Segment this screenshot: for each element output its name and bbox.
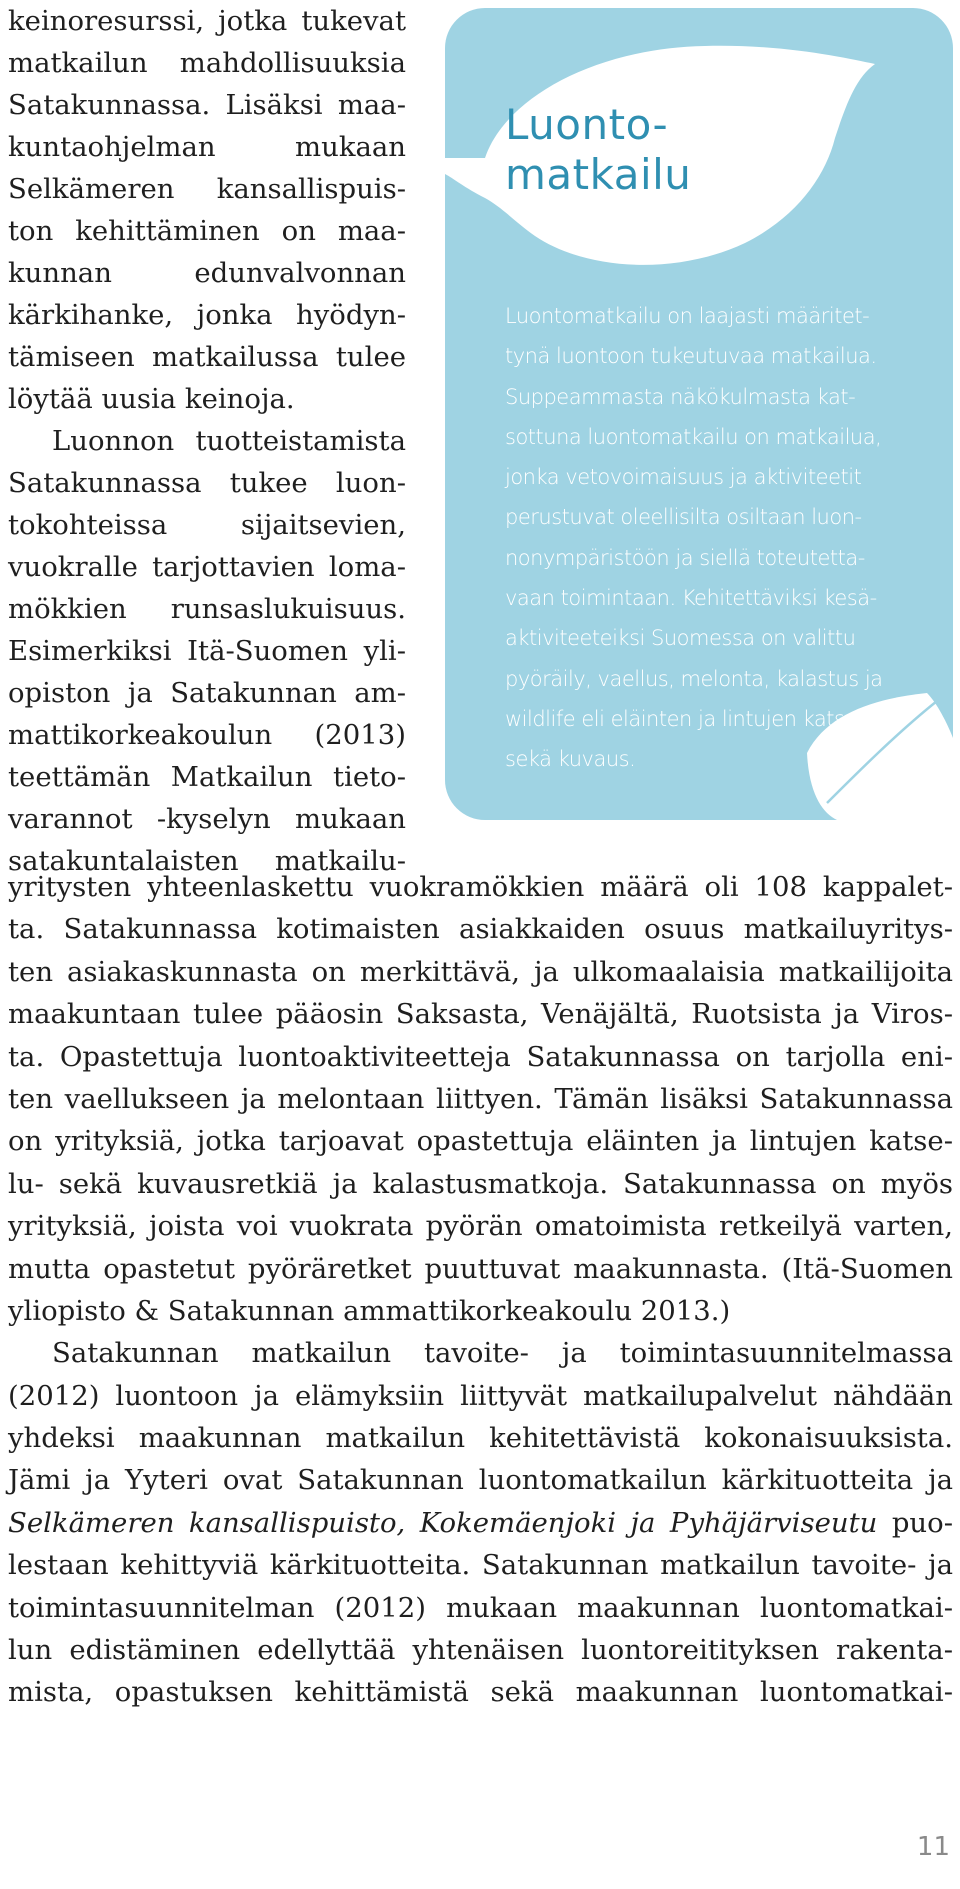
text-line: matkailun mahdollisuuksia xyxy=(8,47,406,79)
text-line: on yrityksiä, jotka tarjoavat opastettuja eläinten ja lintujen katse- xyxy=(8,1125,953,1158)
box-line: jonka vetovoimaisuus ja aktiviteetit xyxy=(505,465,862,490)
box-title-line2: matkailu xyxy=(505,150,692,199)
text-line: lun edistäminen edellyttää yhtenäisen luontoreitityksen rakenta- xyxy=(8,1634,953,1667)
text-line: ten asiakaskunnasta on merkittävä, ja ulkomaalaisia matkailijoita xyxy=(8,955,953,988)
text-line: opiston ja Satakunnan am- xyxy=(8,677,406,709)
text-line: tokohteissa sijaitsevien, xyxy=(8,509,406,541)
box-line: vaan toimintaan. Kehitettäviksi kesä- xyxy=(505,586,877,611)
box-text xyxy=(505,296,925,780)
text-line: keinoresurssi, jotka tukevat xyxy=(8,5,406,37)
box-line: pyöräily, vaellus, melonta, kalastus ja xyxy=(505,666,883,691)
text-line: (2012) luontoon ja elämyksiin liittyvät matkailupalvelut nähdään xyxy=(8,1379,953,1412)
text-line: Jämi ja Yyteri ovat Satakunnan luontomatkailun kärkituotteita ja xyxy=(8,1464,953,1497)
box-line: aktiviteeteiksi Suomessa on valittu xyxy=(505,626,856,651)
page-number: 11 xyxy=(916,1832,950,1862)
text-line: teettämän Matkailun tieto- xyxy=(8,761,406,793)
info-box xyxy=(445,8,953,820)
text-line: ta. Satakunnassa kotimaisten asiakkaiden osuus matkailuyritys- xyxy=(8,913,953,946)
text-line: kunnan edunvalvonnan xyxy=(8,257,406,289)
box-line: sottuna luontomatkailu on matkailua, xyxy=(505,424,882,449)
text-line: mattikorkeakoulun (2013) xyxy=(8,719,406,751)
box-line: tynä luontoon tukeutuvaa matkailua. xyxy=(505,344,877,369)
box-title xyxy=(505,100,765,200)
text-line: lu- sekä kuvausretkiä ja kalastusmatkoja. Satakunnassa on myös xyxy=(8,1167,953,1200)
box-line: wildlife eli eläinten ja lintujen katselu xyxy=(505,706,876,731)
text-line: mutta opastetut pyöräretket puuttuvat maakunnasta. (Itä-Suomen xyxy=(8,1252,953,1285)
text-line: Satakunnassa tukee luon- xyxy=(8,467,406,499)
text-line: Satakunnassa. Lisäksi maa- xyxy=(8,89,406,121)
text-line: mista, opastuksen kehittämistä sekä maakunnan luontomatkai- xyxy=(8,1676,953,1709)
text-line: yrityksiä, joista voi vuokrata pyörän omatoimista retkeilyä varten, xyxy=(8,1210,953,1243)
text-line: yliopisto & Satakunnan ammattikorkeakoulu 2013.) xyxy=(8,1294,731,1327)
text-line: kärkihanke, jonka hyödyn- xyxy=(8,299,406,331)
text-line: satakuntalaisten matkailu- xyxy=(8,845,406,877)
box-line: Suppeammasta näkökulmasta kat- xyxy=(505,384,856,409)
box-line: sekä kuvaus. xyxy=(505,747,636,772)
text-line: Luonnon tuotteistamista xyxy=(52,425,406,457)
text-line: yhdeksi maakunnan matkailun kehitettävistä kokonaisuuksista. xyxy=(8,1422,953,1455)
text-line: mökkien runsaslukuisuus. xyxy=(8,593,406,625)
box-line: perustuvat oleellisilta osiltaan luon- xyxy=(505,505,862,530)
box-title-line1: Luonto- xyxy=(505,100,669,149)
text-line: yritysten yhteenlaskettu vuokramökkien määrä oli 108 kappalet- xyxy=(8,871,953,903)
text-line: lestaan kehittyviä kärkituotteita. Satakunnan matkailun tavoite- ja xyxy=(8,1549,953,1582)
text-line: Esimerkiksi Itä-Suomen yli- xyxy=(8,635,406,667)
text-line: löytää uusia keinoja. xyxy=(8,383,295,415)
box-line: nonympäristöön ja siellä toteutetta- xyxy=(505,545,865,570)
text-line: ten vaellukseen ja melontaan liittyen. Tämän lisäksi Satakunnassa xyxy=(8,1082,953,1115)
text-line: ton kehittäminen on maa- xyxy=(8,215,406,247)
text-line: maakuntaan tulee pääosin Saksasta, Venäjältä, Ruotsista ja Viros- xyxy=(8,998,953,1031)
full-width-text xyxy=(8,866,953,1714)
text-fragment: puo- xyxy=(891,1506,953,1539)
box-line: Luontomatkailu on laajasti määritet- xyxy=(505,304,870,328)
text-line-mixed xyxy=(8,1502,953,1544)
text-line: kuntaohjelman mukaan xyxy=(8,131,406,163)
text-line: tämiseen matkailussa tulee xyxy=(8,341,406,373)
text-line: ta. Opastettuja luontoaktiviteetteja Satakunnassa on tarjolla eni- xyxy=(8,1040,953,1073)
text-line: vuokralle tarjottavien loma- xyxy=(8,551,406,583)
text-line: varannot -kyselyn mukaan xyxy=(8,803,406,835)
text-line: toimintasuunnitelman (2012) mukaan maakunnan luontomatkai- xyxy=(8,1591,953,1624)
text-line: Selkämeren kansallispuis- xyxy=(8,173,406,205)
italic-phrase: Selkämeren kansallispuisto, Kokemäenjoki ja Pyhäjärviseutu xyxy=(8,1506,878,1539)
left-column-text xyxy=(8,0,406,882)
text-line: Satakunnan matkailun tavoite- ja toimintasuunnitelmassa xyxy=(52,1337,953,1370)
